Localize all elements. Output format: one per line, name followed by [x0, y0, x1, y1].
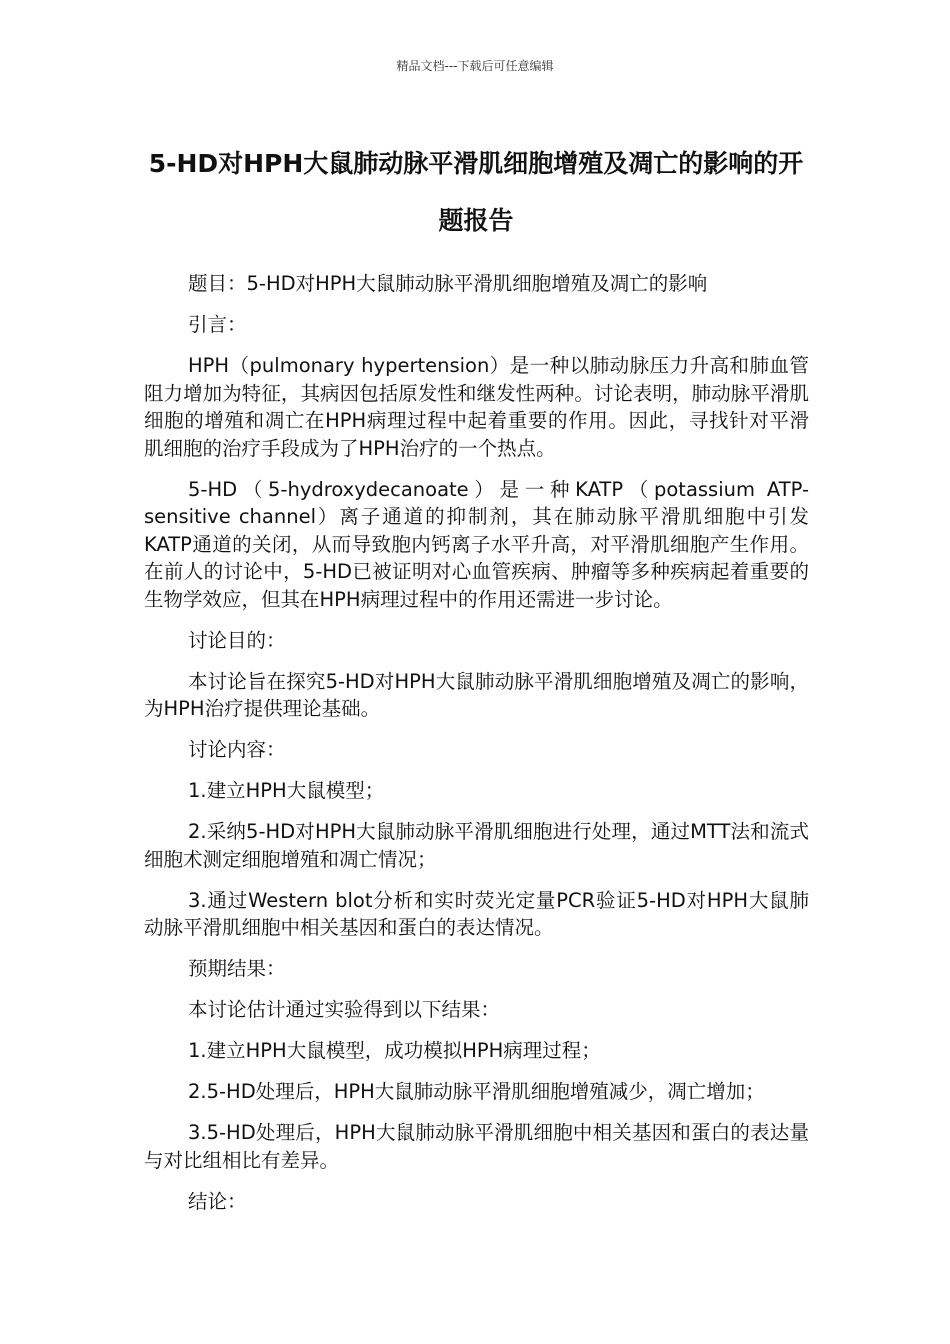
heading-content: 讨论内容：	[188, 738, 286, 761]
heading-objective: 讨论目的：	[188, 628, 286, 652]
paragraph-objective: 本讨论旨在探究5-HD对HPH大鼠肺动脉平滑肌细胞增殖及凋亡的影响，为HPH治疗提供理论基础。	[144, 669, 809, 720]
result-item-3: 3.5-HD处理后，HPH大鼠肺动脉平滑肌细胞中相关基因和蛋白的表达量与对比组相比有差异。	[144, 1121, 809, 1172]
content-item-3: 3.通过Western blot分析和实时荧光定量PCR验证5-HD对HPH大鼠肺动脉平滑肌细胞中相关基因和蛋白的表达情况。	[144, 888, 809, 939]
paragraph-topic: 题目：5-HD对HPH大鼠肺动脉平滑肌细胞增殖及凋亡的影响	[188, 272, 708, 295]
content-item-2: 2.采纳5-HD对HPH大鼠肺动脉平滑肌细胞进行处理，通过MTT法和流式细胞术测定细胞增殖和凋亡情况；	[144, 820, 809, 871]
paragraph-expected-intro: 本讨论估计通过实验得到以下结果：	[188, 998, 501, 1021]
result-item-2: 2.5-HD处理后，HPH大鼠肺动脉平滑肌细胞增殖减少，凋亡增加；	[188, 1080, 765, 1103]
document-body	[144, 270, 809, 1229]
paragraph-intro-hph: HPH（pulmonary hypertension）是一种以肺动脉压力升高和肺血管阻力增加为特征，其病因包括原发性和继发性两种。讨论表明，肺动脉平滑肌细胞的增殖和凋亡在HPH病理过程中起着重要的作用。因此，寻找针对平滑肌细胞的治疗手段成为了HPH治疗的一个热点。	[144, 354, 809, 460]
heading-introduction: 引言：	[188, 313, 247, 336]
content-item-1: 1.建立HPH大鼠模型；	[188, 779, 385, 802]
heading-conclusion: 结论：	[188, 1189, 247, 1213]
document-title: 5-HD对HPH大鼠肺动脉平滑肌细胞增殖及凋亡的影响的开题报告	[148, 149, 804, 235]
page-header-note: 精品文档---下载后可任意编辑	[396, 59, 554, 73]
heading-expected-results: 预期结果：	[188, 957, 286, 980]
result-item-1: 1.建立HPH大鼠模型，成功模拟HPH病理过程；	[188, 1039, 601, 1062]
paragraph-intro-5hd: 5-HD（5-hydroxydecanoate）是一种KATP（potassium ATP-sensitive channel）离子通道的抑制剂，其在肺动脉平滑肌细胞中引发KATP通道的关闭，从而导致胞内钙离子水平升高，对平滑肌细胞产生作用。在前人的讨论中，5-HD已被证明对心血管疾病、肿瘤等多种疾病起着重要的生物学效应，但其在HPH病理过程中的作用还需进一步讨论。	[144, 477, 809, 611]
